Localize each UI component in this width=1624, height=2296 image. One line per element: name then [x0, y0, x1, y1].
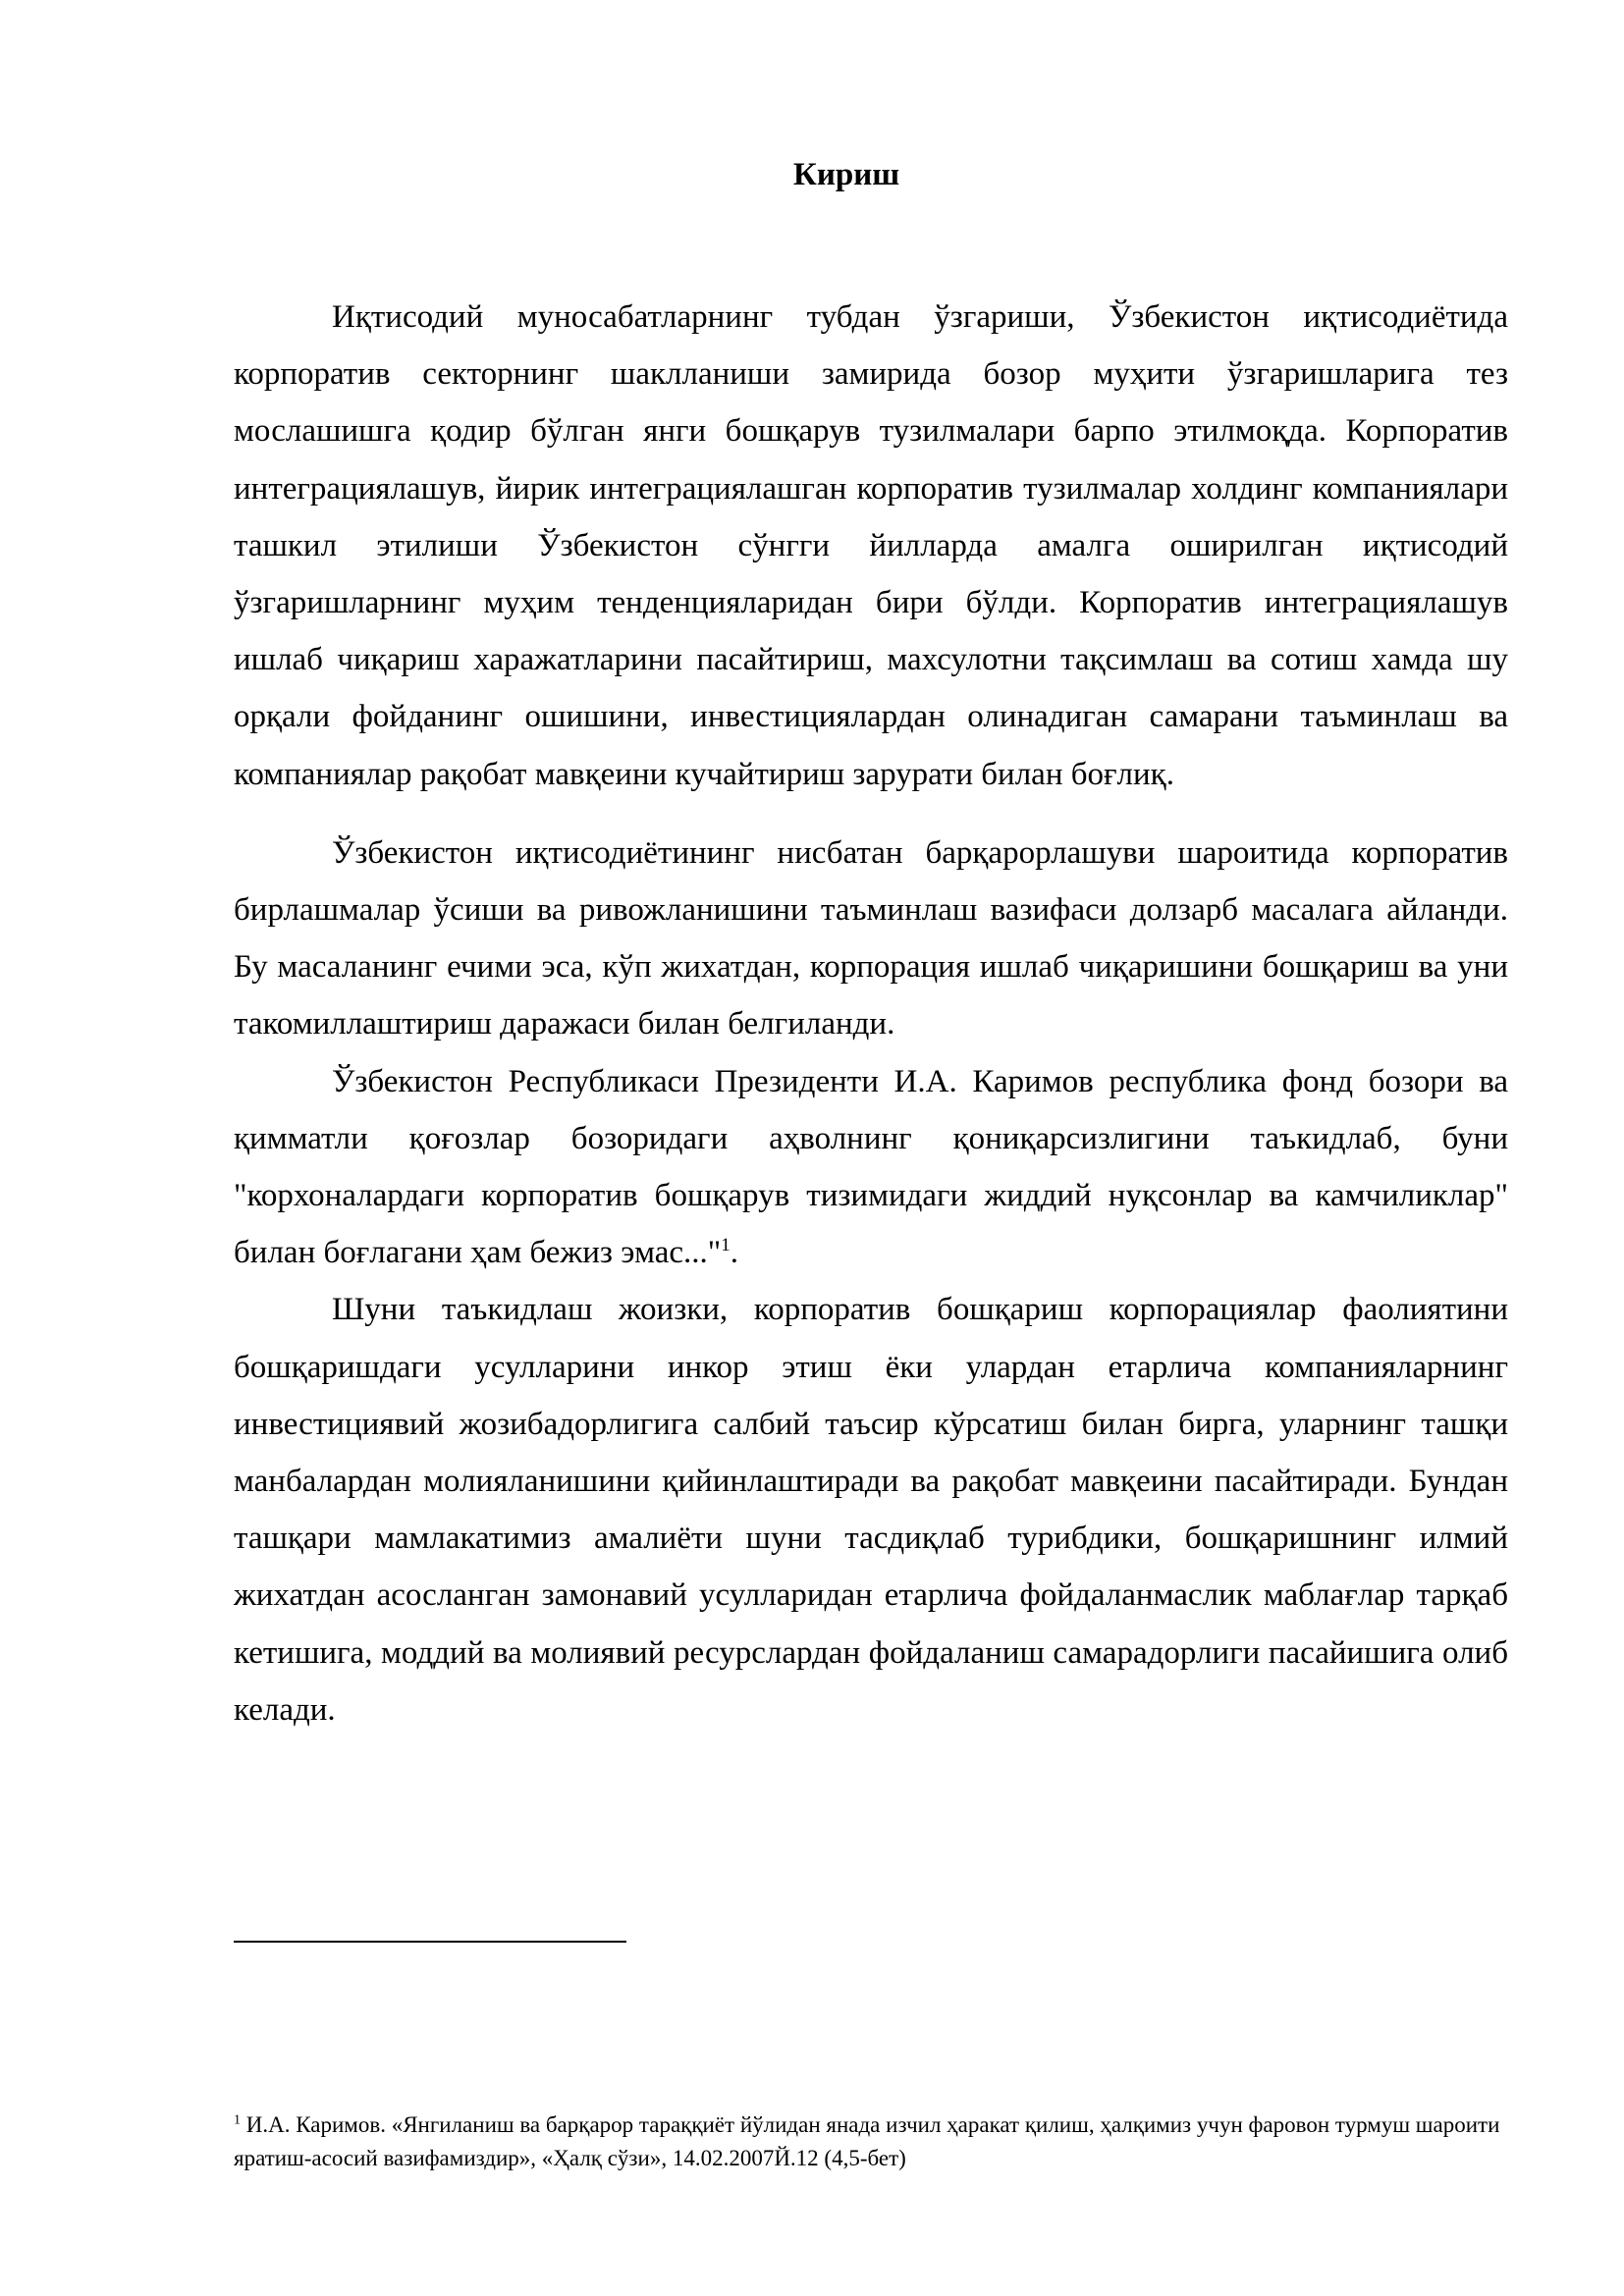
footnote-separator: [234, 1941, 626, 1943]
footnote-number: 1: [234, 2112, 241, 2128]
footnote: [234, 2109, 1508, 2175]
footnote-text: И.А. Каримов. «Янгиланиш ва барқарор тараққиёт йўлидан янада изчил ҳаракат қилиш, ҳалқимиз учун фаровон турмуш шароити яратиш-асосий вазифамиздир», «Ҳалқ сўзи», 14.02.2007Й.12 (4,5-бет): [234, 2112, 1500, 2170]
paragraph-3-text: Ўзбекистон Республикаси Президенти И.А. Каримов республика фонд бозори ва қимматли қоғозлар бозоридаги аҳволнинг қониқарсизлигини таъкидлаб, буни "корхоналардаги корпоратив бошқарув тизимидаги жиддий нуқсонлар ва камчиликлар" билан боғлагани ҳам бежиз эмас...": [234, 1063, 1508, 1271]
paragraph-3: [234, 1053, 1508, 1282]
body-text: [234, 289, 1508, 1738]
paragraph-3-end: .: [730, 1235, 738, 1271]
paragraph-4: Шуни таъкидлаш жоизки, корпоратив бошқариш корпорациялар фаолиятини бошқаришдаги усулларини инкор этиш ёки улардан етарлича компанияларнинг инвестициявий жозибадорлигига салбий таъсир кўрсатиш билан бирга, уларнинг ташқи манбалардан молияланишини қийинлаштиради ва рақобат мавқеини пасайтиради. Бундан ташқари мамлакатимиз амалиёти шуни тасдиқлаб турибдики, бошқаришнинг илмий жихатдан асосланган замонавий усулларидан етарлича фойдаланмаслик маблағлар тарқаб кетишига, моддий ва молиявий ресурслардан фойдаланиш самарадорлиги пасайишига олиб келади.: [234, 1292, 1508, 1728]
paragraph-1: Иқтисодий муносабатларнинг тубдан ўзгариши, Ўзбекистон иқтисодиётида корпоратив секторнинг шаклланиши замирида бозор муҳити ўзгаришларига тез мослашишга қодир бўлган янги бошқарув тузилмалари барпо этилмоқда. Корпоратив интеграциялашув, йирик интеграциялашган корпоратив тузилмалар холдинг компаниялари ташкил этилиши Ўзбекистон сўнгги йилларда амалга оширилган иқтисодий ўзгаришларнинг муҳим тенденцияларидан бири бўлди. Корпоратив интеграциялашув ишлаб чиқариш харажатларини пасайтириш, махсулотни тақсимлаш ва сотиш хамда шу орқали фойданинг ошишини, инвестициялардан олинадиган самарани таъминлаш ва компаниялар рақобат мавқеини кучайтириш зарурати билан боғлиқ.: [234, 299, 1508, 792]
paragraph-2: Ўзбекистон иқтисодиётининг нисбатан барқарорлашуви шароитида корпоратив бирлашмалар ўсиши ва ривожланишини таъминлаш вазифаси долзарб масалага айланди. Бу масаланинг ечими эса, кўп жихатдан, корпорация ишлаб чиқаришини бошқариш ва уни такомиллаштириш даражаси билан белгиланди.: [234, 834, 1508, 1042]
page-title: Кириш: [792, 157, 900, 192]
footnote-reference[interactable]: 1: [721, 1235, 731, 1256]
